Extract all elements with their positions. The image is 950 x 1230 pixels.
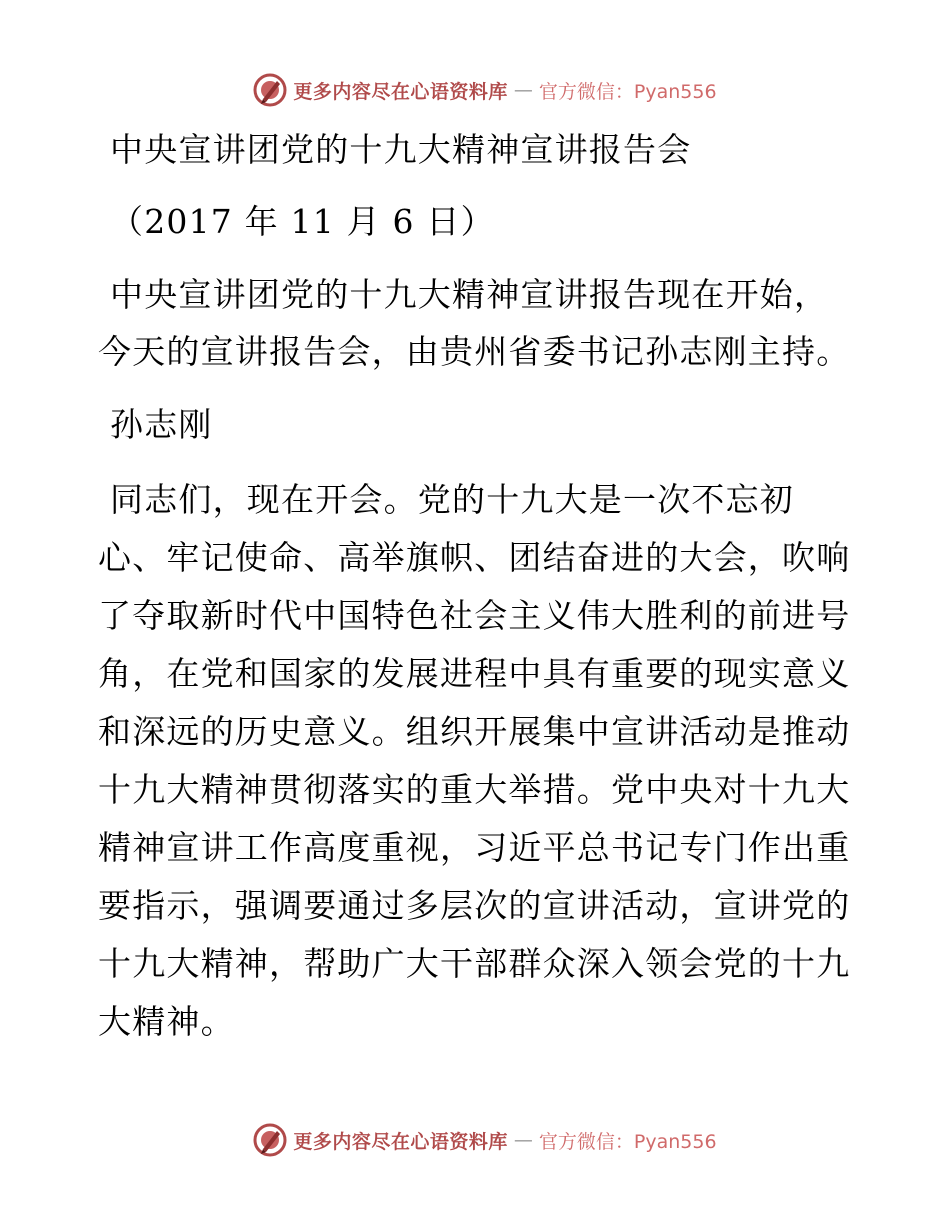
paragraph-line: 十九大精神贯彻落实的重大举措。党中央对十九大 [98,770,851,809]
watermark-group [253,1123,716,1157]
paragraph-line: 角，在党和国家的发展进程中具有重要的现实意义 [98,654,851,693]
watermark-contact: 官方微信：Pyan556 [538,80,717,103]
paragraph-line: 和深远的历史意义。组织开展集中宣讲活动是推动 [98,712,851,751]
paragraph-line: 同志们，现在开会。党的十九大是一次不忘初 [110,480,794,519]
watermark-text: 更多内容尽在心语资料库 [293,1130,508,1153]
paragraph-line: 心、牢记使命、高举旗帜、团结奋进的大会，吹响 [98,538,851,577]
paragraph-line: 今天的宣讲报告会，由贵州省委书记孙志刚主持。 [98,332,851,371]
watermark-group [253,73,716,107]
paragraph-line: 要指示，强调要通过多层次的宣讲活动，宣讲党的 [98,886,851,925]
watermark-separator: — [513,79,533,101]
pen-logo-icon [253,73,287,107]
document-title: 中央宣讲团党的十九大精神宣讲报告会 [110,130,692,169]
pen-logo-icon [253,1123,287,1157]
paragraph-line: 中央宣讲团党的十九大精神宣讲报告现在开始， [110,275,829,314]
paragraph-line: 十九大精神，帮助广大干部群众深入领会党的十九 [98,944,851,983]
paragraph-line: 了夺取新时代中国特色社会主义伟大胜利的前进号 [98,596,851,635]
watermark-text: 更多内容尽在心语资料库 [293,80,508,103]
footer-watermark [0,1120,950,1160]
speaker-name: 孙志刚 [110,405,213,444]
paragraph-line: 大精神。 [98,1002,235,1041]
watermark-separator: — [513,1129,533,1151]
document-date: （2017 年 11 月 6 日） [110,202,495,241]
watermark-contact: 官方微信：Pyan556 [538,1130,717,1153]
header-watermark [0,70,950,110]
paragraph-line: 精神宣讲工作高度重视，习近平总书记专门作出重 [98,828,851,867]
